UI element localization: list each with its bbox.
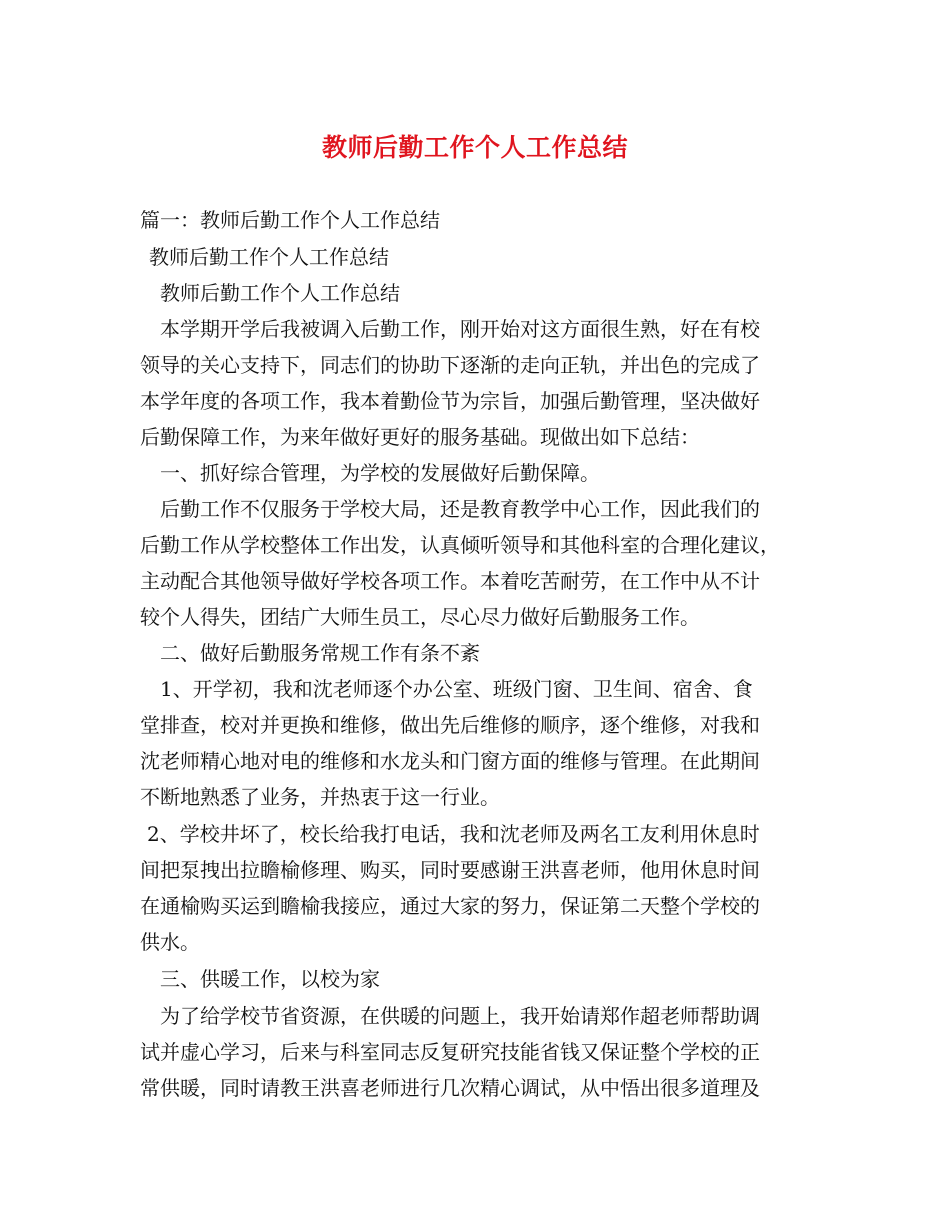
paragraph-line: 后勤工作不仅服务于学校大局，还是教育教学中心工作，因此我们的 — [160, 497, 760, 521]
paragraph-line: 领导的关心支持下，同志们的协助下逐渐的走向正轨，并出色的完成了 — [140, 353, 760, 377]
paragraph-line: 不断地熟悉了业务，并热衷于这一行业。 — [140, 785, 500, 809]
paragraph-line: 为了给学校节省资源，在供暖的问题上，我开始请郑作超老师帮助调 — [160, 1004, 760, 1028]
paragraph-line: 供水。 — [140, 930, 200, 954]
page-title: 教师后勤工作个人工作总结 — [321, 133, 628, 162]
paragraph-line: 本学年度的各项工作，我本着勤俭节为宗旨，加强后勤管理，坚决做好 — [140, 389, 760, 413]
paragraph-line: 试并虚心学习，后来与科室同志反复研究技能省钱又保证整个学校的正 — [140, 1040, 760, 1064]
paragraph-line: 后勤保障工作，为来年做好更好的服务基础。现做出如下总结： — [140, 425, 700, 449]
subtitle: 教师后勤工作个人工作总结 — [160, 281, 400, 305]
paragraph-line: 沈老师精心地对电的维修和水龙头和门窗方面的维修与管理。在此期间 — [140, 749, 760, 773]
section-heading: 篇一：教师后勤工作个人工作总结 — [140, 208, 440, 232]
paragraph-line: 堂排查，校对并更换和维修，做出先后维修的顺序，逐个维修，对我和 — [140, 713, 760, 737]
paragraph-line: 较个人得失，团结广大师生员工，尽心尽力做好后勤服务工作。 — [140, 605, 700, 629]
section-heading: 二、做好后勤服务常规工作有条不紊 — [160, 641, 480, 665]
paragraph-line: 后勤工作从学校整体工作出发，认真倾听领导和其他科室的合理化建议， — [140, 533, 780, 557]
paragraph-line: 1、开学初，我和沈老师逐个办公室、班级门窗、卫生间、宿舍、食 — [160, 677, 753, 701]
section-heading: 一、抓好综合管理，为学校的发展做好后勤保障。 — [160, 461, 600, 485]
paragraph-line: 2、学校井坏了，校长给我打电话，我和沈老师及两名工友利用休息时 — [147, 822, 760, 846]
paragraph-line: 主动配合其他领导做好学校各项工作。本着吃苦耐劳，在工作中从不计 — [140, 569, 760, 593]
section-heading: 三、供暖工作，以校为家 — [160, 967, 380, 991]
paragraph-line: 间把泵拽出拉瞻榆修理、购买，同时要感谢王洪喜老师，他用休息时间 — [140, 858, 760, 882]
paragraph-line: 在通榆购买运到瞻榆我接应，通过大家的努力，保证第二天整个学校的 — [140, 894, 760, 918]
paragraph-line: 本学期开学后我被调入后勤工作，刚开始对这方面很生熟，好在有校 — [160, 317, 760, 341]
paragraph-line: 常供暖，同时请教王洪喜老师进行几次精心调试，从中悟出很多道理及 — [140, 1076, 760, 1100]
subtitle: 教师后勤工作个人工作总结 — [149, 245, 389, 269]
